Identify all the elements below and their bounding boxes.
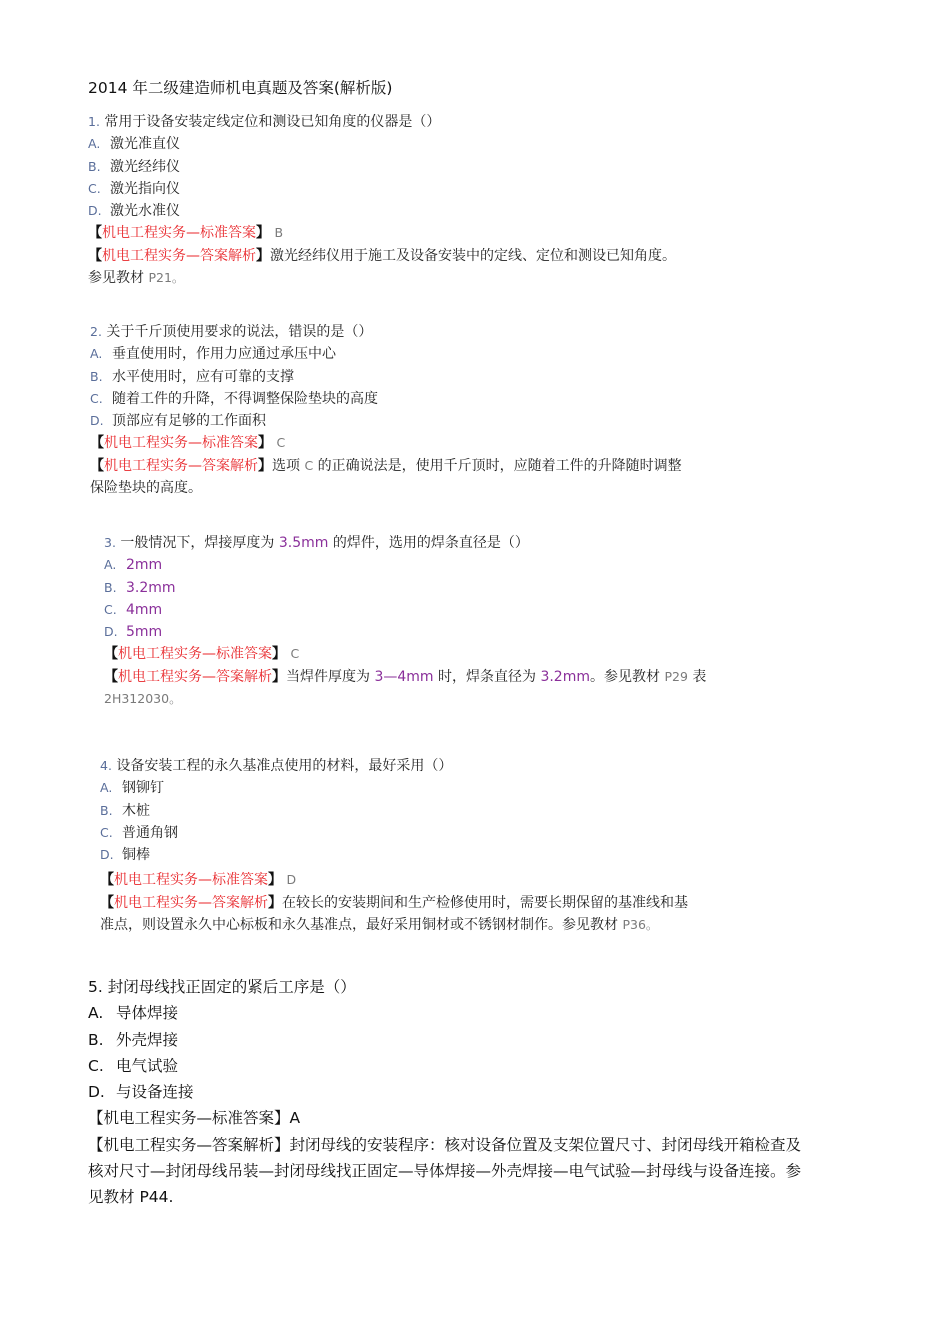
- analysis-label: 机电工程实务—答案解析: [118, 668, 272, 685]
- question-stem: [88, 111, 676, 133]
- option-d: D. 与设备连接: [88, 1083, 194, 1102]
- option-b: B. 水平使用时，应有可靠的支撑: [90, 368, 294, 385]
- option-b: B. 激光经纬仪: [88, 158, 180, 175]
- standard-answer: [88, 1105, 801, 1131]
- option-d: D. 铜棒: [100, 847, 150, 864]
- option-c: C. 激光指向仪: [88, 180, 180, 197]
- answer-value: B: [274, 225, 284, 241]
- question-number: 4.: [100, 758, 112, 773]
- question-4: [100, 755, 688, 936]
- option-c: C. 随着工件的升降，不得调整保险垫块的高度: [90, 390, 378, 407]
- answer-analysis: 【机电工程实务—答案解析】激光经纬仪用于施工及设备安装中的定线、定位和测设已知角度。: [88, 247, 676, 264]
- answer-label: 机电工程实务—标准答案: [104, 435, 258, 452]
- answer-value: A: [289, 1109, 301, 1128]
- question-stem: [100, 755, 688, 777]
- question-number: 3.: [104, 535, 116, 550]
- document-title: 2014 年二级建造师机电真题及答案(解析版): [88, 79, 393, 97]
- option-a: A. 垂直使用时，作用力应通过承压中心: [90, 346, 336, 363]
- answer-analysis: 【机电工程实务—答案解析】在较长的安装期间和生产检修使用时，需要长期保留的基准线和基: [100, 894, 688, 911]
- answer-label: 机电工程实务—标准答案: [102, 225, 256, 242]
- analysis-label: 【机电工程实务—答案解析】: [88, 1135, 290, 1154]
- question-number: 1.: [88, 114, 100, 129]
- answer-value: C: [276, 435, 286, 451]
- question-3: [104, 532, 706, 710]
- answer-label: 【机电工程实务—标准答案】: [88, 1109, 290, 1128]
- reference: 参见教材 P21。: [88, 270, 185, 287]
- option-a: A. 导体焊接: [88, 1004, 179, 1023]
- option-a: A. 2mm: [104, 557, 163, 574]
- question-5: [88, 974, 801, 1211]
- question-text: 关于千斤顶使用要求的说法，错误的是（）: [106, 324, 373, 340]
- option-b: B. 外壳焊接: [88, 1030, 179, 1049]
- question-1: [88, 111, 676, 289]
- standard-answer: 【机电工程实务—标准答案】 C: [90, 435, 286, 452]
- question-text: 设备安装工程的永久基准点使用的材料，最好采用（）: [116, 758, 453, 774]
- question-number: 5.: [88, 978, 103, 996]
- option-d: D. 顶部应有足够的工作面积: [90, 413, 266, 430]
- question-stem: [88, 974, 801, 1000]
- analysis-label: 机电工程实务—答案解析: [114, 894, 268, 911]
- option-a: A. 钢铆钉: [100, 780, 164, 797]
- option-b: B. 木桩: [100, 802, 150, 819]
- option-a: A. 激光准直仪: [88, 136, 180, 153]
- standard-answer: 【机电工程实务—标准答案】 D: [100, 872, 297, 889]
- question-text: 封闭母线找正固定的紧后工序是（）: [107, 978, 356, 996]
- option-d: D. 5mm: [104, 624, 163, 641]
- answer-analysis: 【机电工程实务—答案解析】封闭母线的安装程序：核对设备位置及支架位置尺寸、封闭母线开箱检查及: [88, 1135, 802, 1154]
- answer-label: 机电工程实务—标准答案: [118, 646, 272, 663]
- answer-value: D: [286, 872, 297, 888]
- question-stem: 3. 一般情况下，焊接厚度为 3.5mm 的焊件，选用的焊条直径是（）: [104, 535, 529, 551]
- analysis-continued: 保险垫块的高度。: [90, 480, 202, 497]
- analysis-text: 激光经纬仪用于施工及设备安装中的定线、定位和测设已知角度。: [270, 247, 676, 264]
- option-d: D. 激光水准仪: [88, 203, 180, 220]
- question-2: [90, 321, 682, 499]
- option-c: C. 普通角钢: [100, 824, 178, 841]
- analysis-continued: 准点，则设置永久中心标板和永久基准点，最好采用铜材或不锈钢材制作。参见教材 P36。: [100, 917, 659, 934]
- answer-analysis: 【机电工程实务—答案解析】选项 C 的正确说法是，使用千斤顶时，应随着工件的升降随时调整: [90, 457, 682, 474]
- question-stem: [90, 321, 682, 343]
- answer-analysis: 【机电工程实务—答案解析】当焊件厚度为 3—4mm 时，焊条直径为 3.2mm。参见教材 P29 表: [104, 668, 707, 685]
- option-b: B. 3.2mm: [104, 579, 176, 596]
- standard-answer: 【机电工程实务—标准答案】 B: [88, 225, 284, 242]
- option-c: C. 电气试验: [88, 1056, 179, 1075]
- analysis-label: 机电工程实务—答案解析: [104, 457, 258, 474]
- analysis-continued: 核对尺寸—封闭母线吊装—封闭母线找正固定—导体焊接—外壳焊接—电气试验—封母线与设备连接。参: [88, 1162, 802, 1181]
- question-text: 常用于设备安装定线定位和测设已知角度的仪器是（）: [104, 114, 441, 130]
- analysis-continued: 2H312030。: [104, 691, 182, 707]
- standard-answer: 【机电工程实务—标准答案】 C: [104, 646, 300, 663]
- option-c: C. 4mm: [104, 601, 163, 618]
- reference: 见教材 P44.: [88, 1188, 174, 1207]
- answer-label: 机电工程实务—标准答案: [114, 872, 268, 889]
- answer-value: C: [290, 646, 300, 662]
- analysis-label: 机电工程实务—答案解析: [102, 247, 256, 264]
- question-number: 2.: [90, 324, 102, 339]
